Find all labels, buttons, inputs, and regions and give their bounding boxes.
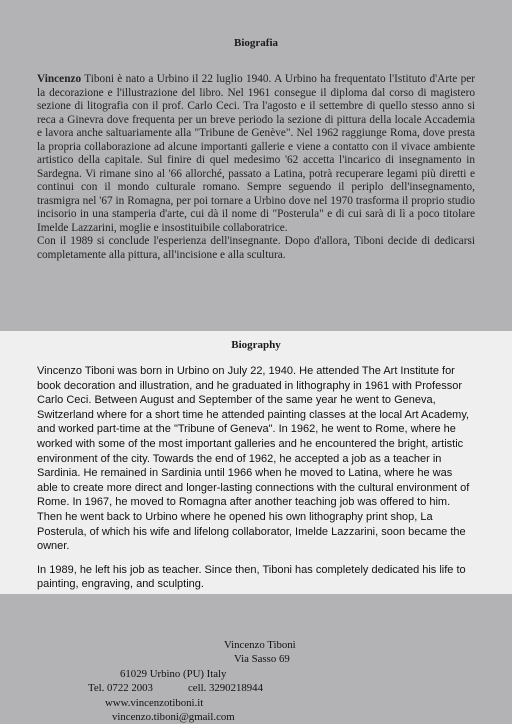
contact-cellphone: cell. 3290218944 <box>188 682 263 694</box>
contact-street: Via Sasso 69 <box>234 653 290 665</box>
contact-website-link[interactable]: www.vincenzotiboni.it <box>105 697 204 709</box>
english-paragraph-2: In 1989, he left his job as teacher. Since then, Tiboni has completely dedicated his life to painting, engraving, and sculpting. <box>37 563 466 591</box>
contact-block <box>0 594 512 722</box>
english-body <box>37 364 475 592</box>
italian-paragraph-2: Con il 1989 si conclude l'esperienza dell'insegnante. Dopo d'allora, Tiboni decide di dedicarsi completamente alla pittura, all'incisione e alla scultura. <box>37 235 475 261</box>
contact-name: Vincenzo Tiboni <box>224 639 296 651</box>
italian-body <box>37 73 475 262</box>
italian-paragraph-1 <box>37 73 475 235</box>
contact-email-link[interactable]: vincenzo.tiboni@gmail.com <box>112 711 235 723</box>
contact-telephone: Tel. 0722 2003 <box>88 682 153 694</box>
italian-biography-section <box>0 0 512 331</box>
italian-paragraph-1-text: Tiboni è nato a Urbino il 22 luglio 1940. A Urbino ha frequentato l'Istituto d'Arte per la decorazione e l'illustrazione del libro. Nel 1961 consegue il diploma dal corso di magistero sezione di litografia con il prof. Carlo Ceci. Tra l'agosto e il settembre di quello stesso anno si reca a Ginevra dove frequenta per un breve periodo la sezione di pittura della locale Accademia e lavora anche saltuariamente alla "Tribune de Genève". Nel 1962 raggiunge Roma, dove presta la propria collaborazione ad alcune importanti gallerie e viene a contatto con il vivace ambiente artistico della capitale. Sul finire di quel medesimo '62 accetta l'incarico di insegnamento in Sardegna. Vi rimane sino al '66 allorché, passato a Latina, potrà recuperare legami più diretti e continui con il mondo culturale romano. Sempre seguendo il periplo dell'insegnamento, trasmigra nel '67 in Romagna, per poi tornare a Urbino dove nel 1970 trasforma il proprio studio incisorio in una stamperia d'arte, cui dà il nome di "Posterula" e di cui sarà di lì a poco titolare Imelde Lazzarini, moglie e insostituibile collaboratrice. <box>37 73 475 234</box>
english-paragraph-1: Vincenzo Tiboni was born in Urbino on July 22, 1940. He attended The Art Institute for book decoration and illustration, and he graduated in lithography in 1961 with Professor Carlo Ceci. Between August and September of the same year he went to Geneva, Switzerland where for a short time he attended painting classes at the local Art Academy, and worked part-time at the "Tribune of Geneva". In 1962, he went to Rome, where he worked with some of the most important galleries and he encountered the bright, artistic environment of the city. Towards the end of 1962, he accepted a job as a teacher in Sardinia. He remained in Sardinia until 1966 when he moved to Latina, where he was able to create more direct and longer-lasting connections with the cultural environment of Rome. In 1967, he moved to Romagna after another teaching job was offered to him. Then he went back to Urbino where he opened his own lithography print shop, La Posterula, of which his wife and lifelong collaborator, Imelde Lazzarini, soon became the owner. <box>37 365 470 553</box>
contact-city: 61029 Urbino (PU) Italy <box>120 668 227 680</box>
italian-lead-name: Vincenzo <box>37 73 82 85</box>
english-title: Biography <box>231 339 281 351</box>
contact-section <box>0 594 512 722</box>
italian-title: Biografia <box>234 37 278 49</box>
